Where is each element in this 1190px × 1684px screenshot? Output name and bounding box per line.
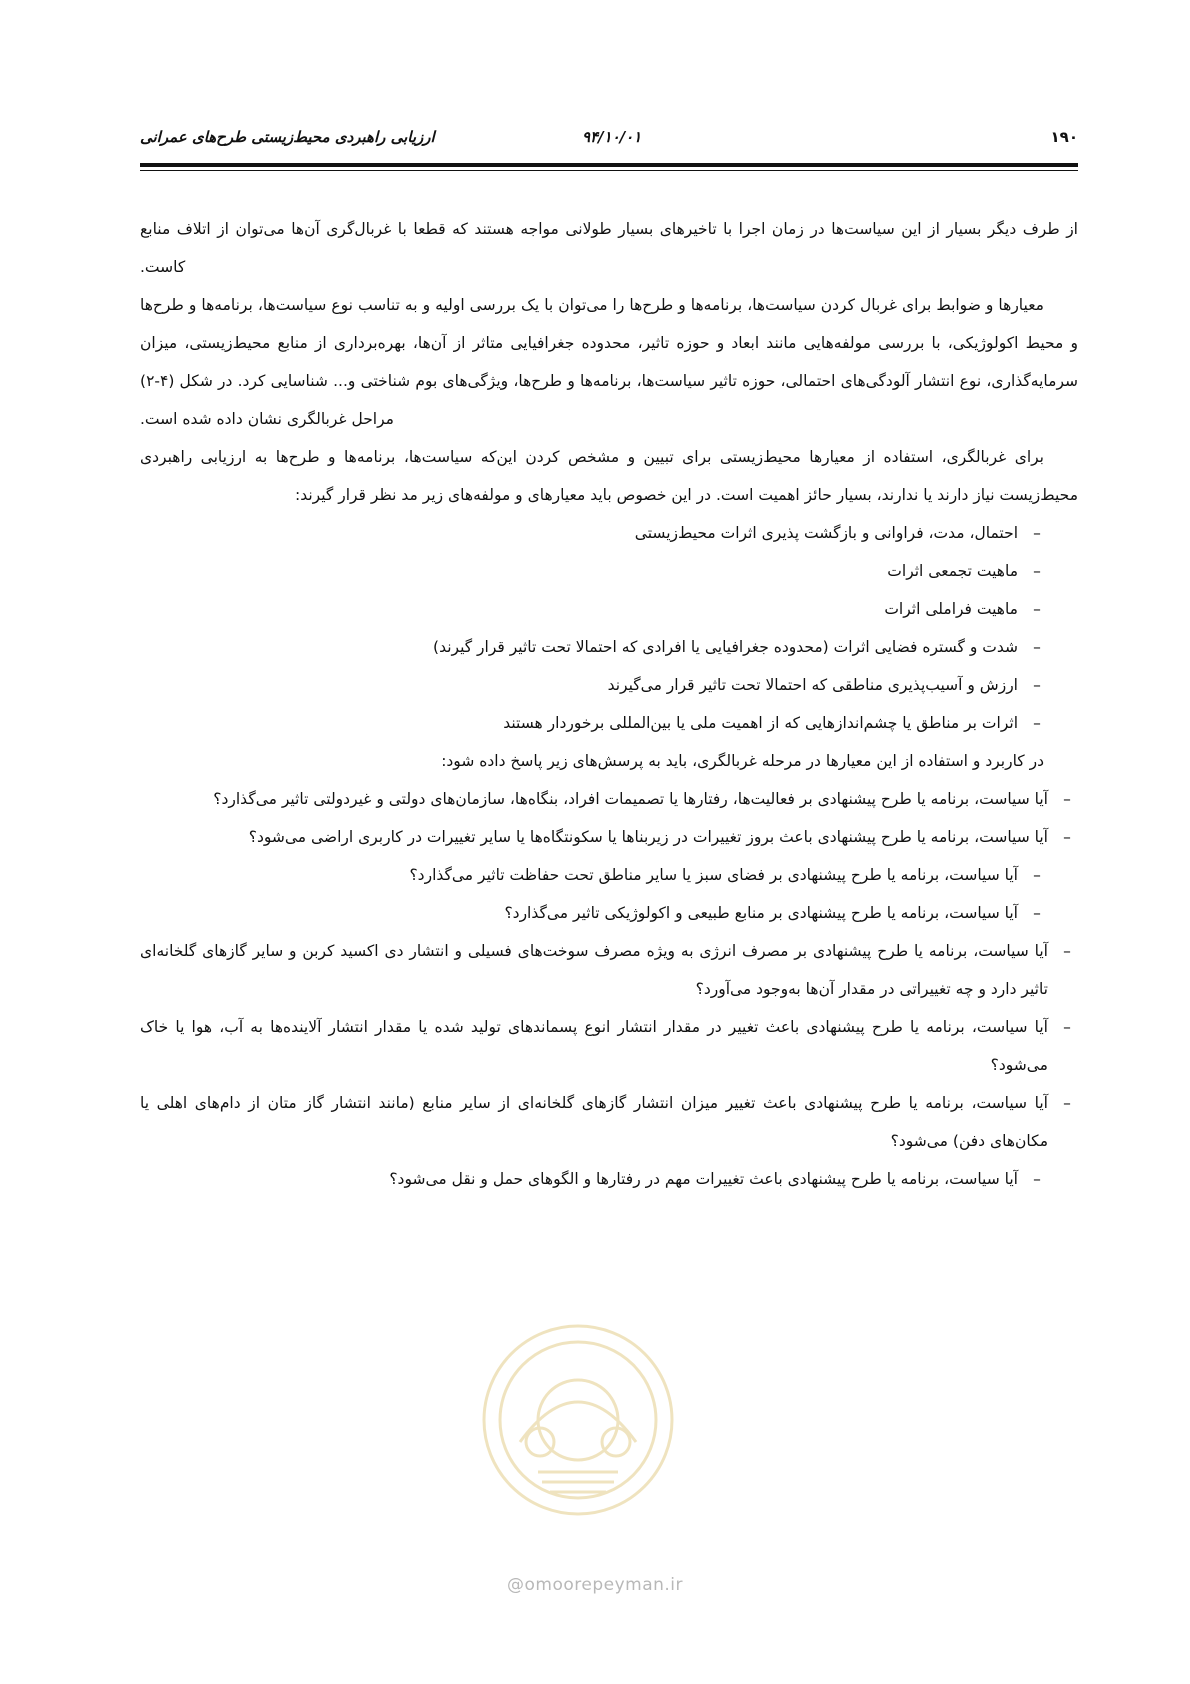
page-number: ۱۹۰ <box>1050 128 1078 146</box>
header-date: ۹۴/۱۰/۰۱ <box>582 128 642 146</box>
paragraph: معیارها و ضوابط برای غربال کردن سیاست‌ها، برنامه‌ها و طرح‌ها را می‌توان با یک بررسی اولیه و به تناسب نوع سیاست‌ها، برنامه‌ها و طرح‌ها و محیط اکولوژیکی، با بررسی مولفه‌هایی مانند ابعاد و حوزه تاثیر، محدوده جغرافیایی متاثر از آن‌ها، بهره‌برداری از منابع محیط‌زیستی، میزان سرمایه‌گذاری، نوع انتشار آلودگی‌های احتمالی، حوزه تاثیر سیاست‌ها، برنامه‌ها و طرح‌ها، ویژگی‌های بوم شناختی و... شناسایی کرد. در شکل (۴-۲) مراحل غربالگری نشان داده شده است. <box>140 296 1078 428</box>
header-title: ارزیابی راهبردی محیط‌زیستی طرح‌های عمرانی <box>140 128 435 146</box>
list-item <box>140 666 1048 704</box>
dash-icon: – <box>1033 714 1041 732</box>
dash-icon: – <box>1033 904 1041 922</box>
dash-icon: – <box>1033 562 1041 580</box>
list-item <box>140 1084 1078 1160</box>
dash-icon: – <box>1063 828 1071 846</box>
list-item-text: اثرات بر مناطق یا چشم‌اندازهایی که از اهمیت ملی یا بین‌المللی برخوردار هستند <box>503 714 1018 732</box>
list-item <box>140 932 1078 1008</box>
list-item <box>140 552 1048 590</box>
watermark-url: @omoorepeyman.ir <box>506 1575 684 1595</box>
list-item-text: آیا سیاست، برنامه یا طرح پیشنهادی بر مصرف انرژی به ویژه مصرف سوخت‌های فسیلی و انتشار دی اکسید کربن و سایر گازهای گلخانه‌ای تاثیر دارد و چه تغییراتی در مقدار آن‌ها به‌وجود می‌آورد؟ <box>140 942 1048 998</box>
list-item <box>140 1008 1078 1084</box>
paragraph: از طرف دیگر بسیار از این سیاست‌ها در زمان اجرا با تاخیرهای بسیار طولانی مواجه هستند که قطعا با غربال‌گری آن‌ها می‌توان از اتلاف منابع کاست. <box>140 220 1078 276</box>
list-item-text: شدت و گستره فضایی اثرات (محدوده جغرافیایی یا افرادی که احتمالا تحت تاثیر قرار گیرند) <box>433 638 1018 656</box>
list-item-text: ماهیت فراملی اثرات <box>884 600 1018 618</box>
list-item <box>140 780 1078 818</box>
dash-icon: – <box>1033 676 1041 694</box>
list-item-text: آیا سیاست، برنامه یا طرح پیشنهادی باعث تغییر میزان انتشار گازهای گلخانه‌ای از سایر منابع (مانند انتشار گاز متان از دام‌های اهلی یا مکان‌های دفن) می‌شود؟ <box>140 1094 1048 1150</box>
body-text <box>140 210 1078 1198</box>
header-rule-thin <box>140 170 1078 171</box>
list-item-text: آیا سیاست، برنامه یا طرح پیشنهادی بر فعالیت‌ها، رفتارها یا تصمیمات افراد، بنگاه‌ها، سازمان‌های دولتی و غیردولتی تاثیر می‌گذارد؟ <box>213 790 1048 808</box>
dash-icon: – <box>1033 524 1041 542</box>
list-item <box>140 514 1048 552</box>
watermark-logo-icon <box>480 1322 676 1518</box>
questions-list <box>140 780 1078 1198</box>
dash-icon: – <box>1033 638 1041 656</box>
paragraph: برای غربالگری، استفاده از معیارها محیط‌زیستی برای تبیین و مشخص کردن این‌که سیاست‌ها، برنامه‌ها و طرح‌ها به ارزیابی راهبردی محیط‌زیست نیاز دارند یا ندارند، بسیار حائز اهمیت است. در این خصوص باید معیارهای و مولفه‌های زیر مد نظر قرار گیرند: <box>140 448 1078 504</box>
list-item <box>140 590 1048 628</box>
list-item <box>140 1160 1048 1198</box>
list-item-text: آیا سیاست، برنامه یا طرح پیشنهادی بر فضای سبز یا سایر مناطق تحت حفاظت تاثیر می‌گذارد؟ <box>409 866 1018 884</box>
dash-icon: – <box>1063 942 1071 960</box>
list-item <box>140 856 1048 894</box>
list-item-text: آیا سیاست، برنامه یا طرح پیشنهادی بر منابع طبیعی و اکولوژیکی تاثیر می‌گذارد؟ <box>504 904 1018 922</box>
list-item-text: ارزش و آسیب‌پذیری مناطقی که احتمالا تحت تاثیر قرار می‌گیرند <box>607 676 1018 694</box>
dash-icon: – <box>1033 866 1041 884</box>
list-item <box>140 628 1048 666</box>
list-item-text: آیا سیاست، برنامه یا طرح پیشنهادی باعث بروز تغییرات در زیربناها یا سکونتگاه‌ها یا سایر تغییرات در کاربری اراضی می‌شود؟ <box>248 828 1048 846</box>
list-item-text: ماهیت تجمعی اثرات <box>887 562 1018 580</box>
list-item-text: آیا سیاست، برنامه یا طرح پیشنهادی باعث تغییر در مقدار انتشار انوع پسماندهای تولید شده یا مقدار انتشار آلاینده‌ها به آب، هوا یا خاک می‌شود؟ <box>140 1018 1048 1074</box>
running-header <box>140 128 1078 152</box>
dash-icon: – <box>1063 1018 1071 1036</box>
list-item <box>140 894 1048 932</box>
dash-icon: – <box>1033 1170 1041 1188</box>
header-rule-thick <box>140 163 1078 167</box>
paragraph: در کاربرد و استفاده از این معیارها در مرحله غربالگری، باید به پرسش‌های زیر پاسخ داده شود: <box>441 752 1044 770</box>
list-item-text: احتمال، مدت، فراوانی و بازگشت پذیری اثرات محیط‌زیستی <box>634 524 1018 542</box>
list-item <box>140 704 1048 742</box>
dash-icon: – <box>1063 790 1071 808</box>
list-item-text: آیا سیاست، برنامه یا طرح پیشنهادی باعث تغییرات مهم در رفتارها و الگوهای حمل و نقل می‌شود؟ <box>389 1170 1018 1188</box>
dash-icon: – <box>1063 1094 1071 1112</box>
list-item <box>140 818 1078 856</box>
dash-icon: – <box>1033 600 1041 618</box>
criteria-list <box>140 514 1078 742</box>
